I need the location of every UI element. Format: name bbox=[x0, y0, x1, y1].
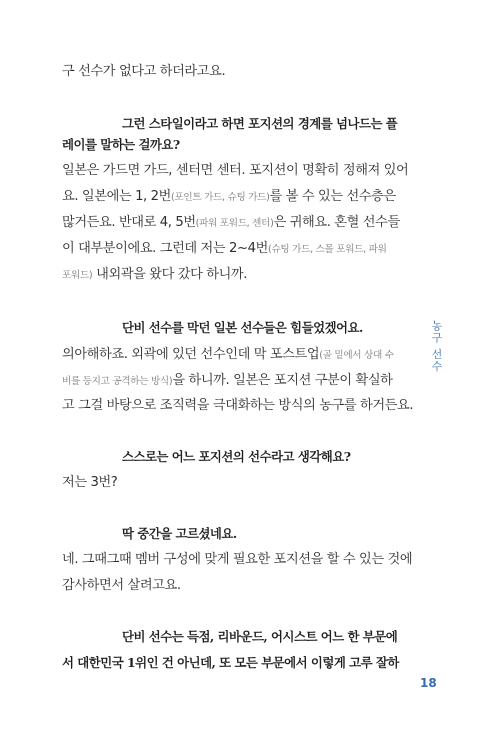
position-note: (슈팅 가드, 스몰 포워드, 파워 bbox=[268, 244, 387, 255]
answer-line bbox=[62, 240, 390, 259]
interview-question: 레이를 말하는 걸까요? bbox=[62, 137, 180, 152]
position-note: 포워드) bbox=[62, 270, 93, 281]
answer-line bbox=[62, 214, 400, 233]
answer-text: 요. 일본에는 1, 2번 bbox=[62, 189, 171, 204]
section-side-label: 농구 선수 bbox=[430, 320, 443, 373]
answer-text: 이 대부분이에요. 그런데 저는 2~4번 bbox=[62, 241, 268, 256]
body-line: 구 선수가 없다고 하더라고요. bbox=[62, 64, 226, 79]
page-number: 18 bbox=[420, 676, 437, 690]
term-note: (골 밑에서 상대 수 bbox=[319, 350, 394, 361]
answer-text: 많거든요. 반대로 4, 5번 bbox=[62, 215, 196, 230]
position-note: (파워 포워드, 센터) bbox=[195, 218, 274, 229]
interview-question: 그런 스타일이라고 하면 포지션의 경계를 넘나드는 플 bbox=[122, 116, 398, 131]
interview-question: 딱 중간을 고르셨네요. bbox=[122, 526, 237, 541]
answer-text: 을 하니까. 일본은 포지션 구분이 확실하 bbox=[172, 373, 393, 388]
position-note: (포인트 가드, 슈팅 가드) bbox=[170, 192, 270, 203]
answer-line bbox=[62, 188, 396, 207]
answer-line bbox=[62, 372, 393, 391]
term-note: 비를 등지고 공격하는 방식) bbox=[62, 376, 173, 387]
answer-line: 일본은 가드면 가드, 센터면 센터. 포지션이 명확히 정해져 있어 bbox=[62, 163, 409, 178]
answer-line bbox=[62, 346, 394, 365]
answer-line bbox=[62, 266, 390, 285]
interview-question: 스스로는 어느 포지션의 선수라고 생각해요? bbox=[122, 449, 351, 464]
answer-text: 내외곽을 왔다 갔다 하니까. bbox=[92, 267, 248, 282]
answer-text: 의아해하죠. 외곽에 있던 선수인데 막 포스트업 bbox=[62, 347, 320, 362]
interview-question: 서 대한민국 1위인 건 아닌데, 또 모든 부문에서 이렇게 고루 잘하 bbox=[62, 655, 399, 670]
interview-question: 단비 선수는 득점, 리바운드, 어시스트 어느 한 부문에 bbox=[122, 629, 398, 644]
interview-question: 단비 선수를 막던 일본 선수들은 힘들었겠어요. bbox=[122, 320, 363, 335]
answer-text: 를 볼 수 있는 선수층은 bbox=[269, 189, 396, 204]
answer-line: 고 그걸 바탕으로 조직력을 극대화하는 방식의 농구를 하거든요. bbox=[62, 398, 414, 413]
answer-text: 은 귀해요. 혼혈 선수들 bbox=[273, 215, 400, 230]
answer-line: 저는 3번? bbox=[62, 475, 118, 490]
answer-line: 네. 그때그때 멤버 구성에 맞게 필요한 포지션을 할 수 있는 것에 bbox=[62, 552, 413, 567]
answer-line: 감사하면서 살려고요. bbox=[62, 578, 181, 593]
